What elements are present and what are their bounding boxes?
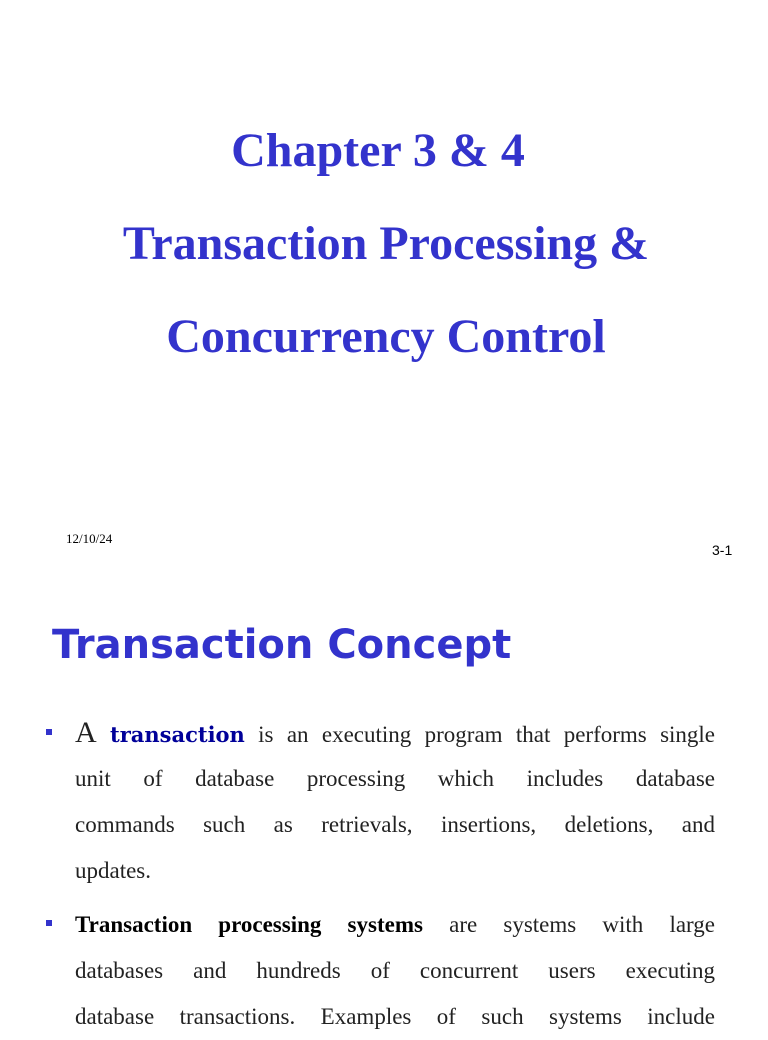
paragraph-line: unit of database processing which includes database bbox=[75, 766, 715, 791]
paragraph-line bbox=[75, 710, 715, 756]
lead-word: A bbox=[75, 716, 97, 749]
slide-title-line-2: Transaction Processing & bbox=[122, 217, 650, 270]
slide-title-line-3: Concurrency Control bbox=[166, 310, 606, 363]
slide-title-line-1: Chapter 3 & 4 bbox=[231, 124, 525, 177]
term-tps: Transaction processing systems bbox=[75, 912, 423, 937]
line-text: is an executing program that performs single bbox=[258, 722, 716, 747]
line-text: are systems with large bbox=[449, 912, 715, 937]
paragraph-line bbox=[75, 902, 715, 948]
bullet-marker-icon bbox=[46, 920, 52, 926]
bullet-paragraph-1 bbox=[75, 710, 715, 894]
bullet-marker-icon bbox=[46, 729, 52, 735]
slide-2-title: Transaction Concept bbox=[52, 622, 512, 668]
paragraph-line: database transactions. Examples of such systems include bbox=[75, 1004, 715, 1029]
slide-date: 12/10/24 bbox=[66, 531, 113, 546]
paragraph-line: updates. bbox=[75, 858, 152, 883]
bullet-paragraph-2 bbox=[75, 902, 715, 1040]
slide-number: 3-1 bbox=[712, 542, 733, 558]
term-transaction: transaction bbox=[110, 722, 245, 747]
paragraph-line: databases and hundreds of concurrent users executing bbox=[75, 958, 715, 983]
paragraph-line: commands such as retrievals, insertions, deletions, and bbox=[75, 812, 715, 837]
